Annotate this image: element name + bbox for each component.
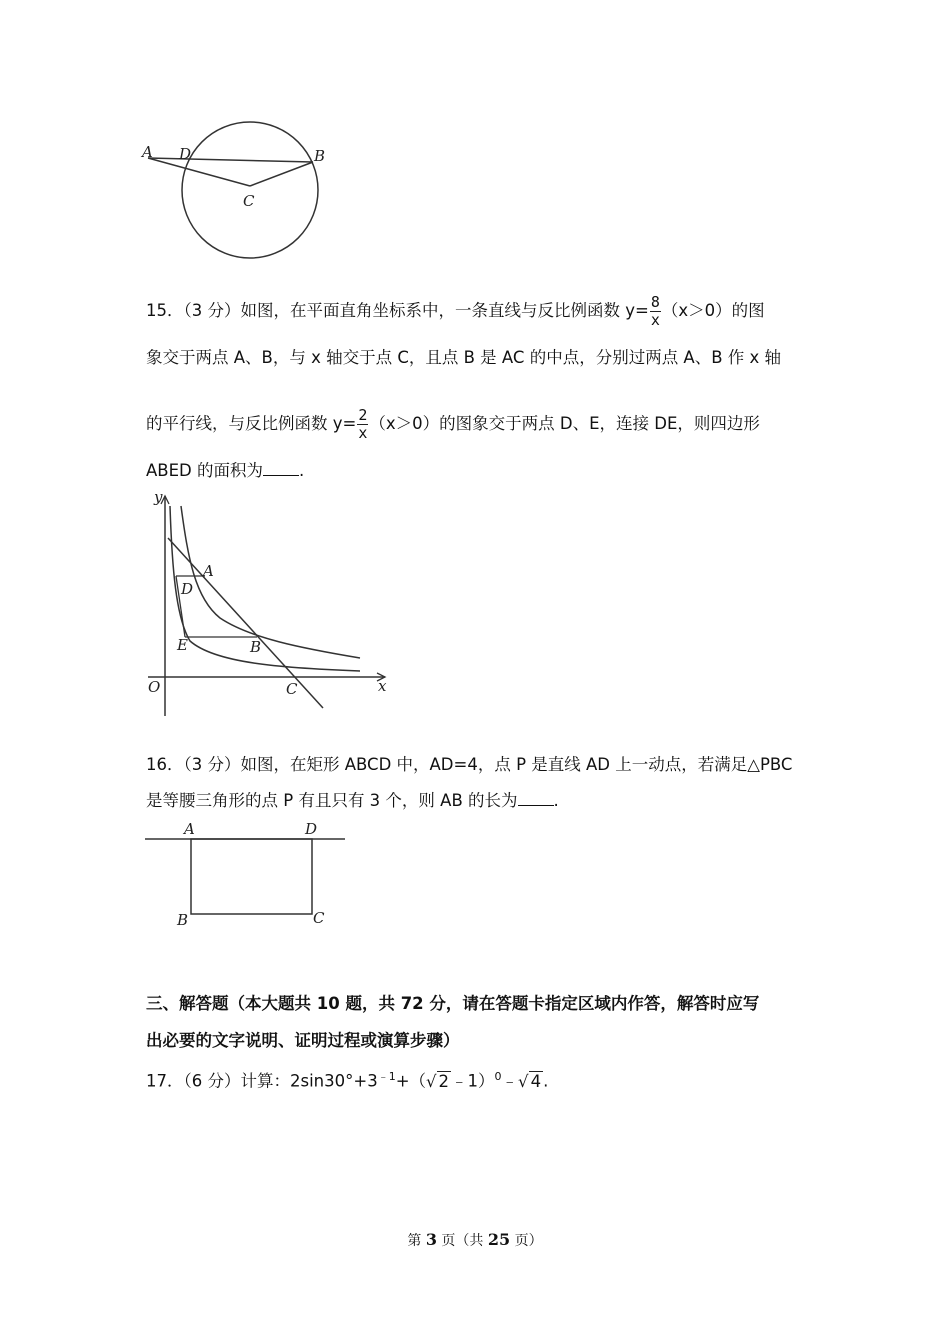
q16-line1: 16．（3 分）如图，在矩形 ABCD 中，AD=4，点 P 是直线 AD 上一动点，若满足△PBC [146,755,793,774]
section-heading-line2: 出必要的文字说明、证明过程或演算步骤） [146,1031,460,1050]
label-E: E [177,636,188,654]
q16-line2: 是等腰三角形的点 P 有且只有 3 个，则 AB 的长为 . [146,791,559,810]
q15-line4: ABED 的面积为 . [146,461,305,480]
page-number: 3 [425,1230,437,1249]
q15-line1: 15．（3 分）如图，在平面直角坐标系中，一条直线与反比例函数 y= $\frac{8}{x}$ （x＞0）的图 [146,293,765,329]
label-A: A [184,820,195,838]
q17: 17．（6 分）计算：$2\sin 30^\circ+3^{﹣1}+(√$ 2 ﹣1）$^0$﹣√ 4 . [146,1070,549,1091]
label-B: B [177,911,189,929]
label-C: C [286,680,298,698]
label-A: A [203,562,214,580]
q15-line3: 的平行线，与反比例函数 y= $\frac{2}{x}$ （x＞0）的图象交于两点 D、E，连接 DE，则四边形 [146,406,760,442]
circle [182,122,318,258]
page-footer: 第 3 页（共 25 页） [407,1230,543,1249]
label-A: A [142,143,153,161]
fraction-2-over-x: $\frac{2}{x}$ [358,406,368,442]
sqrt-4: √ 4 [518,1071,542,1091]
label-D: D [179,145,192,163]
coordinate-figure [140,488,400,720]
label-C: C [313,909,325,927]
label-x: x [378,677,387,695]
sqrt-2: √ 2 [426,1071,450,1091]
section-heading: 三、解答题（本大题共 10 题，共 72 分，请在答题卡指定区域内作答，解答时应写 [146,994,760,1013]
segment-AB [148,158,313,162]
answer-blank [263,460,299,476]
label-B: B [250,638,262,656]
label-C: C [243,192,255,210]
rectangle-figure [140,818,350,933]
label-D: D [181,580,194,598]
segment-AC [148,158,250,186]
label-B: B [314,147,326,165]
page-total: 25 [487,1230,511,1249]
segment-BC [250,162,313,186]
answer-blank [518,790,554,806]
q15-line2: 象交于两点 A、B，与 x 轴交于点 C，且点 B 是 AC 的中点，分别过两点 A、B 作 x 轴 [146,348,782,367]
circle-figure [130,115,340,265]
label-D: D [305,820,318,838]
label-O: O [148,678,161,696]
label-y: y [154,488,163,506]
fraction-8-over-x: $\frac{8}{x}$ [650,293,660,329]
rectangle-ABCD [191,839,312,914]
line-AC [168,538,323,708]
